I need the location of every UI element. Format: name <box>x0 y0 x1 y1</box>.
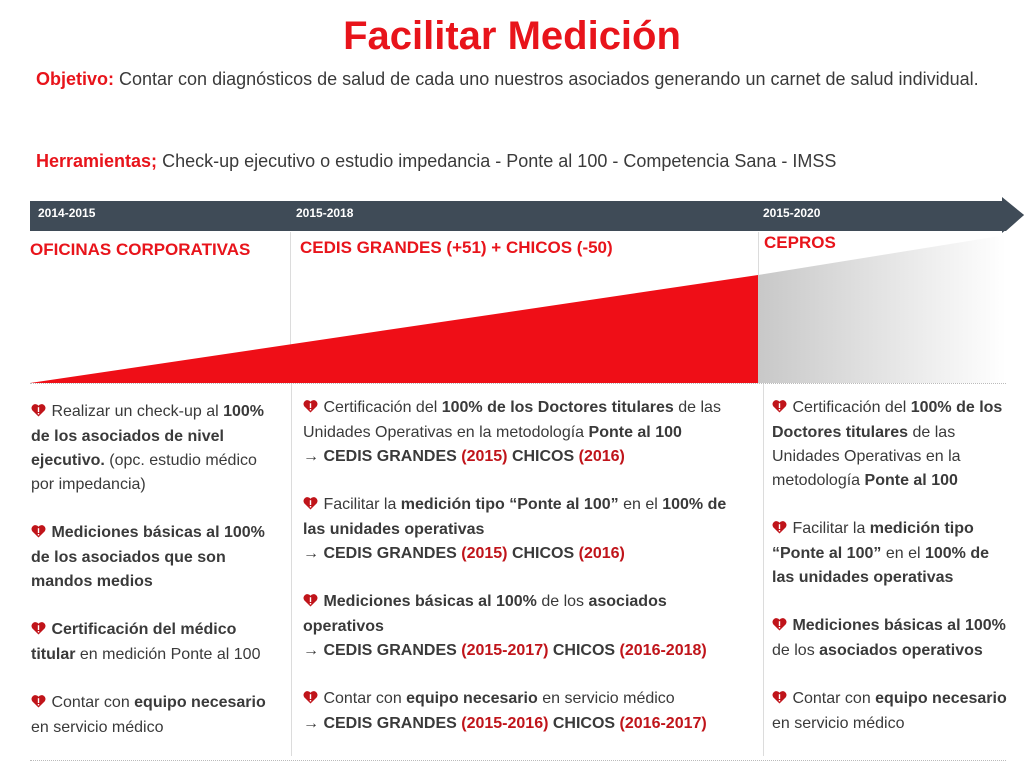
list-item: Contar con equipo necesario en servicio médico <box>772 690 1007 732</box>
year-label-2: 2015-2018 <box>296 206 354 220</box>
tools-label: Herramientas; <box>36 151 158 171</box>
heart-alert-icon <box>772 615 788 639</box>
divider-lower-2 <box>763 384 764 756</box>
column-cepros <box>772 396 1008 760</box>
year-label-1: 2014-2015 <box>38 206 96 220</box>
heart-alert-icon <box>31 619 47 643</box>
list-item: Mediciones básicas al 100% de los asociados que son mandos medios <box>31 524 265 590</box>
list-item: Facilitar la medición tipo “Ponte al 100” en el 100% de las unidades operativas → CEDIS GRANDES (2015) CHICOS (2016) <box>303 496 727 562</box>
list-item: Contar con equipo necesario en servicio médico <box>31 694 266 736</box>
phase-oficinas: OFICINAS CORPORATIVAS <box>30 240 251 259</box>
objective-paragraph <box>36 66 986 93</box>
list-item: Certificación del médico titular en medición Ponte al 100 <box>31 621 261 663</box>
heart-alert-icon <box>303 591 319 615</box>
list-item: Mediciones básicas al 100% de los asociados operativos <box>772 617 1006 659</box>
objective-label: Objetivo: <box>36 69 115 89</box>
list-item: Contar con equipo necesario en servicio médico → CEDIS GRANDES (2015-2016) CHICOS (2016-2017) <box>303 690 707 732</box>
bottom-dotted-rule <box>30 760 1006 761</box>
list-item: Facilitar la medición tipo “Ponte al 100” en el 100% de las unidades operativas <box>772 520 990 586</box>
top-dotted-rule <box>30 383 1006 384</box>
heart-alert-icon <box>772 397 788 421</box>
heart-alert-icon <box>772 688 788 712</box>
page-title: Facilitar Medición <box>343 14 681 58</box>
tools-text: Check-up ejecutivo o estudio impedancia - Ponte al 100 - Competencia Sana - IMSS <box>157 151 837 171</box>
objective-text: Contar con diagnósticos de salud de cada uno nuestros asociados generando un carnet de salud individual. <box>114 69 979 89</box>
phase-cedis: CEDIS GRANDES (+51) + CHICOS (-50) <box>300 238 613 257</box>
heart-alert-icon <box>31 692 47 716</box>
heart-alert-icon <box>772 518 788 542</box>
list-item: Mediciones básicas al 100% de los asociados operativos → CEDIS GRANDES (2015-2017) CHICOS (2016-2018) <box>303 593 707 659</box>
list-item: Realizar un check-up al 100% de los asociados de nivel ejecutivo. (opc. estudio médico por impedancia) <box>31 403 265 493</box>
list-item: Certificación del 100% de los Doctores titulares de las Unidades Operativas en la metodología Ponte al 100 → CEDIS GRANDES (2015) CHICOS (2016) <box>303 399 721 465</box>
heart-alert-icon <box>303 494 319 518</box>
growth-wedge <box>0 230 1024 390</box>
heart-alert-icon <box>303 397 319 421</box>
column-cedis <box>303 396 748 760</box>
list-item: Certificación del 100% de los Doctores titulares de las Unidades Operativas en la metodología Ponte al 100 <box>772 399 1003 489</box>
phase-cepros: CEPROS <box>764 233 836 252</box>
column-oficinas <box>31 400 281 764</box>
heart-alert-icon <box>31 401 47 425</box>
tools-paragraph <box>36 148 986 175</box>
heart-alert-icon <box>31 522 47 546</box>
heart-alert-icon <box>303 688 319 712</box>
divider-lower-1 <box>291 384 292 756</box>
year-label-3: 2015-2020 <box>763 206 821 220</box>
